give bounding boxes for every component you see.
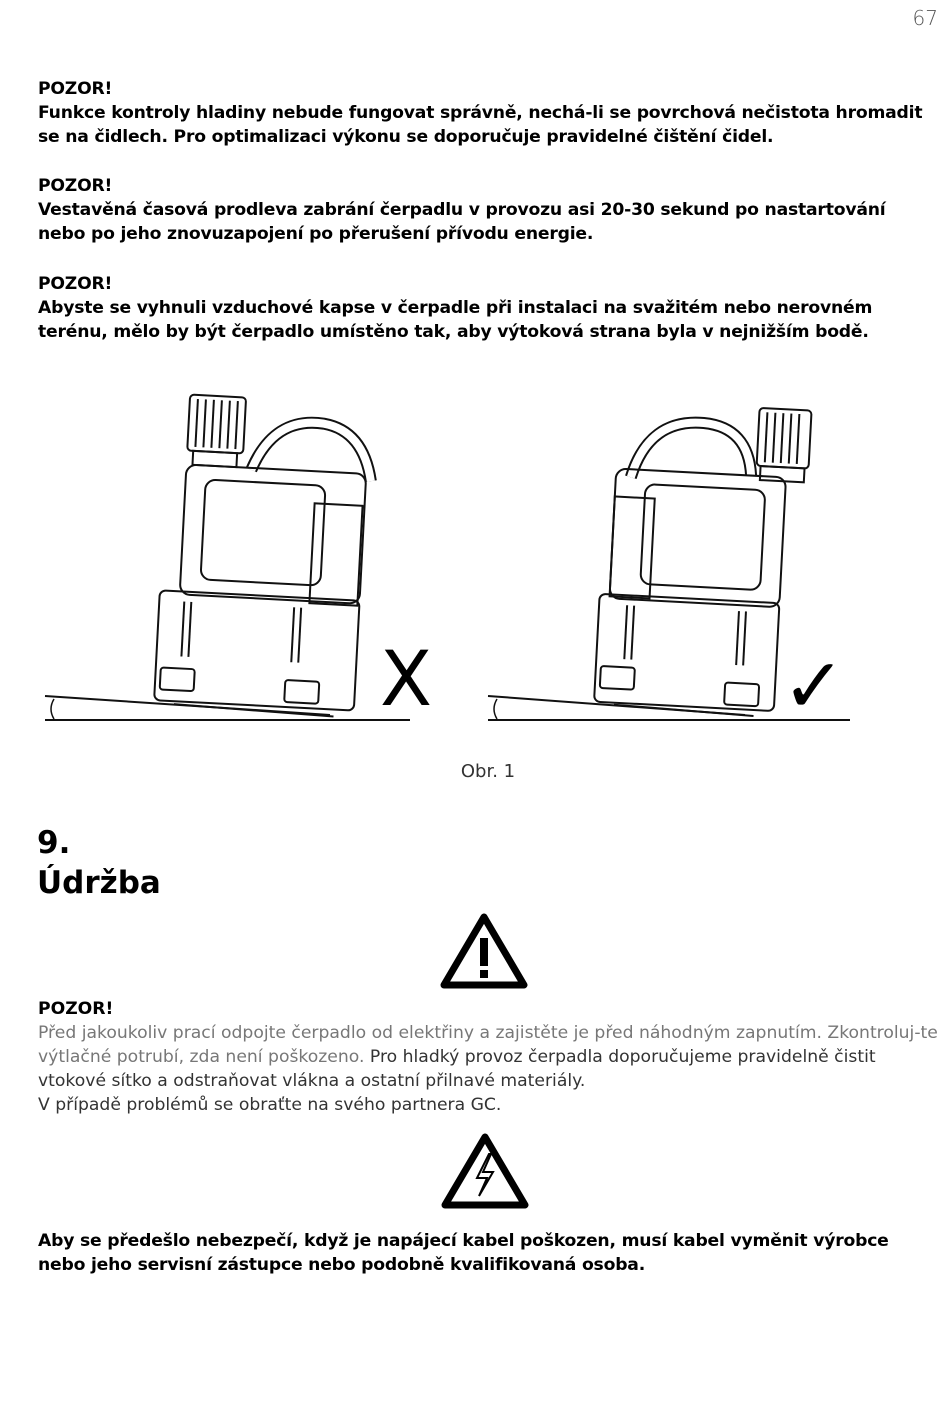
right-mark: ✓ xyxy=(782,641,846,730)
electric-hazard-icon xyxy=(441,1132,529,1210)
maintenance-note xyxy=(38,997,938,1117)
warning-block-2 xyxy=(38,174,938,246)
note-line2: V případě problémů se obraťte na svého partnera GC. xyxy=(38,1095,502,1115)
note-heading: POZOR! xyxy=(38,999,114,1019)
warning-heading: POZOR! xyxy=(38,79,113,99)
section-number: 9. xyxy=(37,825,71,861)
warning-block-3 xyxy=(38,272,938,344)
warning-block-1 xyxy=(38,77,938,149)
pump-wrong-illustration xyxy=(45,394,410,720)
page-number: 67 xyxy=(912,6,938,30)
note-text-light: Před jakoukoliv prací odpojte čerpadlo od elektřiny a zajistěte je před náhodným zapnutím. Zkontroluj-te výtlačné potrubí, zda není poškozeno. xyxy=(38,1023,938,1067)
note-text-dark: Pro hladký provoz čerpadla doporučujeme pravidelně čistit vtokové sítko a odstraňovat vlákna a ostatní přilnavé materiály. xyxy=(38,1047,876,1091)
final-note: Aby se předešlo nebezpečí, když je napájecí kabel poškozen, musí kabel vyměnit výrobce nebo jeho servisní zástupce nebo podobně kvalifikovaná osoba. xyxy=(38,1231,889,1275)
section-title: Údržba xyxy=(37,865,161,901)
warning-triangle-icon xyxy=(440,912,528,990)
warning-heading: POZOR! xyxy=(38,176,113,196)
warning-heading: POZOR! xyxy=(38,274,113,294)
warning-text: Vestavěná časová prodleva zabrání čerpadlu v provozu asi 20-30 sekund po nastartování nebo po jeho znovuzapojení po přerušení přívodu energie. xyxy=(38,200,886,244)
wrong-mark: X xyxy=(380,634,433,723)
warning-text: Abyste se vyhnuli vzduchové kapse v čerpadle při instalaci na svažitém nebo nerovném terénu, mělo by být čerpadlo umístěno tak, aby výtoková strana byla v nejnižším bodě. xyxy=(38,298,873,342)
warning-text: Funkce kontroly hladiny nebude fungovat správně, nechá-li se povrchová nečistota hromadit se na čidlech. Pro optimalizaci výkonu se doporučuje pravidelné čištění čidel. xyxy=(38,103,923,147)
figure-caption: Obr. 1 xyxy=(460,761,516,782)
pump-installation-figure xyxy=(40,390,920,730)
